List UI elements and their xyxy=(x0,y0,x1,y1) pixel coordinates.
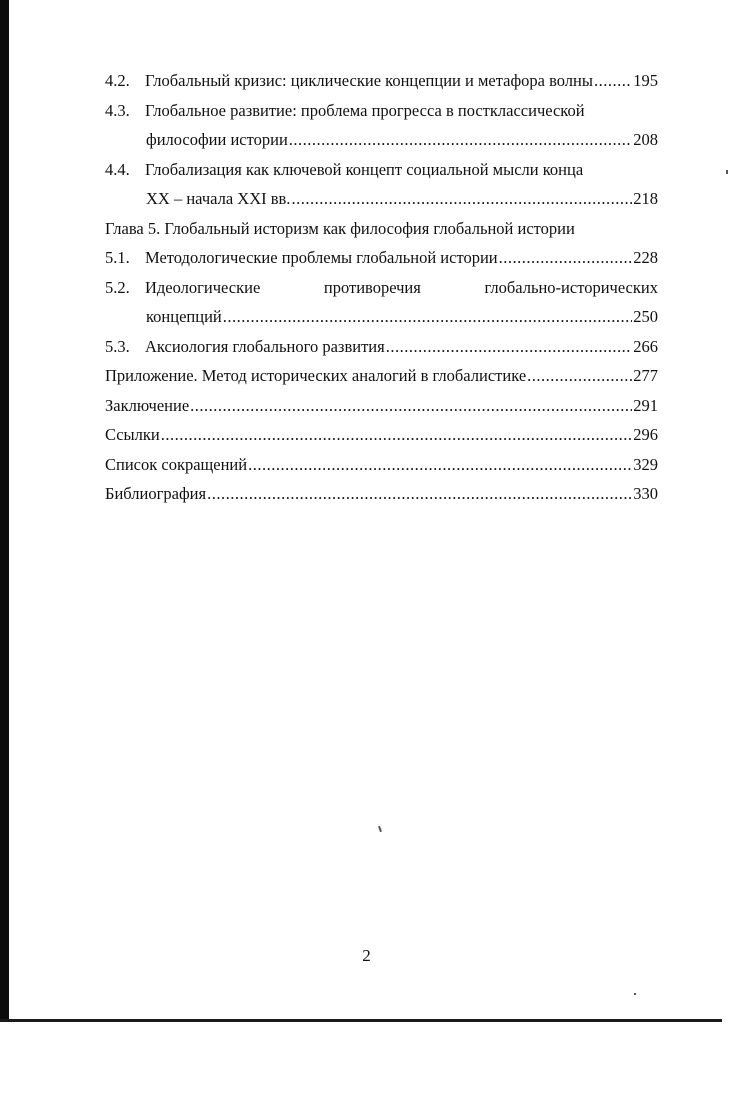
toc-bibliography[interactable] xyxy=(105,479,658,509)
scan-speck xyxy=(378,826,382,832)
toc-entry-page: 218 xyxy=(633,189,658,208)
toc-entry-number: 4.3. xyxy=(105,100,130,120)
toc-entry-number: 5.2. xyxy=(105,277,130,297)
toc-entry-title: Заключение xyxy=(105,395,190,415)
toc-entry-page: 208 xyxy=(633,130,658,149)
dot-leader xyxy=(289,125,632,155)
toc-entry-4-3-continuation[interactable] xyxy=(105,125,658,155)
dot-leader xyxy=(248,450,632,480)
toc-entry-page: 195 xyxy=(633,71,658,90)
toc-entry-title-word: глобально-исторических xyxy=(484,277,658,297)
scan-left-border xyxy=(0,0,9,1022)
toc-entry-number: 4.2. xyxy=(105,71,130,90)
toc-chapter-5[interactable] xyxy=(105,214,658,244)
toc-entry-title: Методологические проблемы глобальной истории xyxy=(145,248,498,267)
toc-entry-title: Библиография xyxy=(105,484,207,503)
toc-entry-title: XX – начала XXI вв. xyxy=(146,189,291,208)
dot-leader xyxy=(207,479,632,509)
toc-entry-number: 5.1. xyxy=(105,248,130,267)
toc-entry-title: Ссылки xyxy=(105,425,160,444)
toc-entry-page: 296 xyxy=(633,425,658,444)
toc-entry-4-2[interactable] xyxy=(105,66,658,96)
toc-entry-title: Глобальный кризис: циклические концепции и метафора волны xyxy=(145,71,593,90)
dot-leader xyxy=(386,332,633,362)
toc-entry-4-4-continuation[interactable] xyxy=(105,184,658,214)
toc-entry-page: 291 xyxy=(633,395,658,415)
toc-entry-title: Глобализация как ключевой концепт социальной мысли конца xyxy=(145,159,584,179)
dot-leader xyxy=(527,361,632,391)
toc-entry-5-1[interactable] xyxy=(105,243,658,273)
toc-entry-title: концепций xyxy=(146,307,222,326)
dot-leader xyxy=(223,302,633,332)
scan-speck xyxy=(726,170,728,174)
toc-entry-title: философии истории xyxy=(146,130,288,149)
toc-entry-5-2-continuation[interactable] xyxy=(105,302,658,332)
toc-entry-title: Глобальное развитие: проблема прогресса в постклассической xyxy=(145,100,585,120)
toc-entry-page: 277 xyxy=(633,366,658,385)
toc-abbreviations[interactable] xyxy=(105,450,658,480)
toc-entry-page: 250 xyxy=(633,307,658,326)
dot-leader xyxy=(161,420,633,450)
toc-entry-4-4[interactable] xyxy=(105,155,658,185)
toc-entry-title: Список сокращений xyxy=(105,454,248,474)
toc-entry-title: Приложение. Метод исторических аналогий в глобалистике xyxy=(105,366,527,385)
scan-speck xyxy=(634,993,636,995)
toc-entry-5-2[interactable] xyxy=(105,273,658,303)
toc-chapter-title: Глава 5. Глобальный историзм как философия глобальной истории xyxy=(105,218,575,238)
dot-leader xyxy=(291,184,632,214)
page-number: 2 xyxy=(362,946,371,965)
toc-entry-title: Аксиология глобального развития xyxy=(145,336,385,356)
toc-entry-5-3[interactable] xyxy=(105,332,658,362)
toc-entry-page: 266 xyxy=(633,336,658,356)
toc-appendix[interactable] xyxy=(105,361,658,391)
toc-conclusion[interactable] xyxy=(105,391,658,421)
dot-leader xyxy=(499,243,633,273)
table-of-contents xyxy=(105,66,658,509)
toc-entry-number: 5.3. xyxy=(105,336,130,356)
toc-entry-page: 329 xyxy=(633,454,658,474)
toc-references[interactable] xyxy=(105,420,658,450)
toc-entry-page: 330 xyxy=(633,484,658,503)
dot-leader xyxy=(594,66,632,96)
scan-bottom-border xyxy=(0,1019,722,1022)
toc-entry-4-3[interactable] xyxy=(105,96,658,126)
toc-entry-title-word: противоречия xyxy=(323,277,421,297)
dot-leader xyxy=(190,391,632,421)
toc-entry-number: 4.4. xyxy=(105,159,130,179)
toc-entry-title-word: Идеологические xyxy=(145,277,261,297)
toc-entry-page: 228 xyxy=(633,248,658,267)
